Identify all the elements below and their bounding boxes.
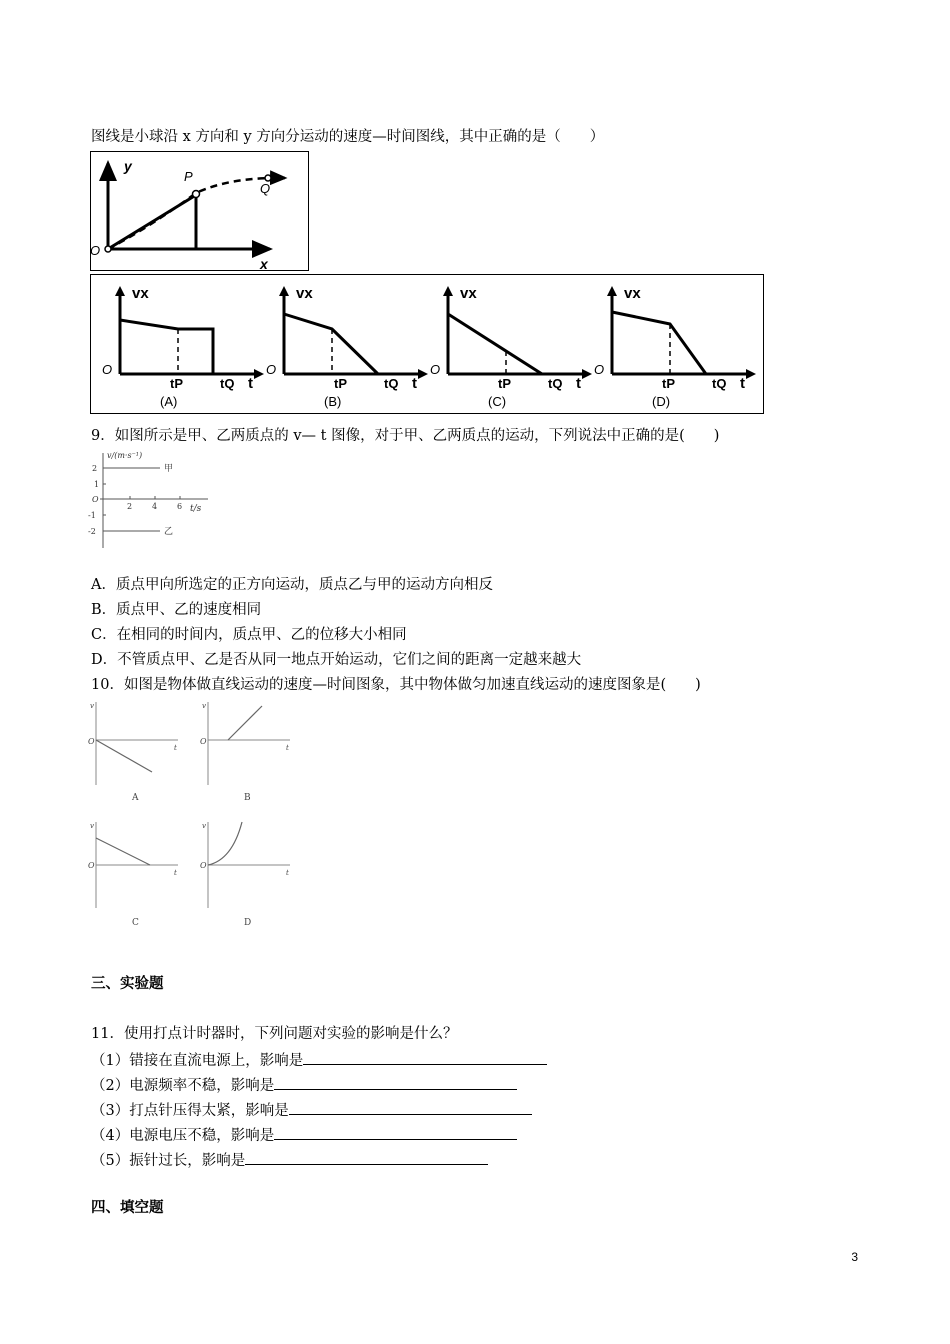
graph-label: D (244, 918, 252, 928)
q11-item (91, 1150, 488, 1170)
option-graph-d (594, 285, 756, 409)
origin-label: O (594, 362, 605, 377)
option-label: (C) (488, 394, 507, 409)
q10-graph-a (90, 700, 200, 810)
q9-ytick: 2 (92, 464, 98, 473)
q9-xtick: 6 (177, 502, 183, 511)
vx-curve (448, 314, 542, 374)
q8-options-graphs (90, 274, 765, 416)
q9-stem: 9．如图所示是甲、乙两质点的 v— t 图像，对于甲、乙两质点的运动，下列说法中正确的是( ) (91, 428, 720, 444)
origin-label: O (102, 362, 113, 377)
q11-item (91, 1050, 547, 1070)
q9-xtick: 2 (127, 502, 133, 511)
graph-label: C (132, 918, 139, 928)
q10-graph-c (90, 820, 200, 930)
v-axis-label: v (202, 822, 206, 830)
q9-ytick: -1 (88, 511, 96, 520)
option-graph-c (430, 285, 592, 409)
q9-vt-graph (90, 450, 220, 550)
page-number: 3 (851, 1250, 858, 1264)
v-axis-label: v (90, 822, 94, 830)
q11-item-text: （1）错接在直流电源上，影响是 (91, 1053, 304, 1069)
q9-xlabel: t/s (190, 504, 202, 514)
tq-tick-label: tQ (712, 376, 727, 391)
q9-ytick: 1 (94, 480, 100, 489)
t-axis-label: t (286, 869, 289, 877)
arrow-right-icon (746, 369, 756, 379)
answer-blank[interactable] (303, 1050, 547, 1065)
vx-curve (612, 312, 706, 374)
arrow-up-icon (607, 286, 617, 296)
vx-curve (120, 320, 213, 374)
origin-label: O (200, 861, 207, 870)
v-axis-label: v (90, 702, 94, 710)
arrow-up-icon (279, 286, 289, 296)
q8-trajectory-graph (90, 151, 310, 273)
option-label: (A) (160, 394, 178, 409)
q11-item-text: （4）电源电压不稳，影响是 (91, 1128, 275, 1144)
origin-label: O (88, 861, 95, 870)
arrow-right-icon (254, 369, 264, 379)
q11-item (91, 1100, 532, 1120)
y-axis-label: y (124, 158, 132, 174)
tp-tick-label: tP (170, 376, 183, 391)
q11-stem: 11．使用打点计时器时，下列问题对实验的影响是什么？ (91, 1026, 458, 1042)
tq-tick-label: tQ (220, 376, 235, 391)
q9-jia-label: 甲 (164, 464, 174, 474)
answer-blank[interactable] (274, 1075, 517, 1090)
origin-label: O (200, 737, 207, 746)
tq-tick-label: tQ (384, 376, 399, 391)
section-title-experiment: 三、实验题 (91, 976, 164, 992)
q9-ytick: O (92, 495, 99, 504)
tp-tick-label: tP (498, 376, 511, 391)
option-graph-a (102, 285, 264, 409)
arrow-right-icon (582, 369, 592, 379)
answer-blank[interactable] (245, 1150, 488, 1165)
t-axis-label: t (740, 375, 745, 392)
option-label: (B) (324, 394, 342, 409)
answer-blank[interactable] (289, 1100, 532, 1115)
q8-stem: 图线是小球沿 x 方向和 y 方向分运动的速度—时间图线，其中正确的是（ ） (91, 129, 605, 145)
x-axis-label: x (260, 256, 268, 272)
v-axis-label: v (202, 702, 206, 710)
vx-axis-label: vx (132, 285, 149, 302)
q10-graph-b (202, 700, 312, 810)
q11-item-text: （5）振针过长，影响是 (91, 1153, 246, 1169)
q9-choice-a: A．质点甲向所选定的正方向运动，质点乙与甲的运动方向相反 (91, 577, 493, 593)
origin-label: O (88, 737, 95, 746)
vx-axis-label: vx (624, 285, 641, 302)
q9-xtick: 4 (152, 502, 158, 511)
point-q-label: Q (260, 181, 271, 196)
q10-stem: 10．如图是物体做直线运动的速度—时间图象，其中物体做匀加速直线运动的速度图象是( ) (91, 677, 701, 693)
q9-choice-d: D．不管质点甲、乙是否从同一地点开始运动，它们之间的距离一定越来越大 (91, 652, 582, 668)
q11-item (91, 1125, 517, 1145)
point-p-label: P (184, 169, 193, 184)
t-axis-label: t (174, 744, 177, 752)
q9-yi-label: 乙 (164, 527, 174, 537)
graph-label: A (132, 793, 139, 803)
option-graph-b (266, 285, 428, 409)
tp-tick-label: tP (334, 376, 347, 391)
q9-ylabel: v/(m·s⁻¹) (107, 451, 143, 460)
vx-curve (284, 314, 378, 374)
q9-ytick: -2 (88, 527, 96, 536)
origin-label: O (430, 362, 441, 377)
arrow-right-icon (418, 369, 428, 379)
vx-axis-label: vx (296, 285, 313, 302)
tp-tick-label: tP (662, 376, 675, 391)
arrow-up-icon (443, 286, 453, 296)
graph-label: B (244, 793, 251, 803)
q11-item-text: （2）电源频率不稳，影响是 (91, 1078, 275, 1094)
q11-item-text: （3）打点针压得太紧，影响是 (91, 1103, 289, 1119)
origin-label: O (266, 362, 277, 377)
q10-graph-d (202, 820, 312, 930)
option-label: (D) (652, 394, 671, 409)
t-axis-label: t (174, 869, 177, 877)
vx-axis-label: vx (460, 285, 477, 302)
arrow-up-icon (115, 286, 125, 296)
answer-blank[interactable] (274, 1125, 517, 1140)
q9-choice-c: C．在相同的时间内，质点甲、乙的位移大小相同 (91, 627, 407, 643)
t-axis-label: t (248, 375, 253, 392)
q9-choice-b: B．质点甲、乙的速度相同 (91, 602, 262, 618)
t-axis-label: t (412, 375, 417, 392)
tq-tick-label: tQ (548, 376, 563, 391)
t-axis-label: t (576, 375, 581, 392)
origin-label: O (90, 243, 101, 258)
section-title-fill-in: 四、填空题 (91, 1200, 164, 1216)
t-axis-label: t (286, 744, 289, 752)
q11-item (91, 1075, 517, 1095)
